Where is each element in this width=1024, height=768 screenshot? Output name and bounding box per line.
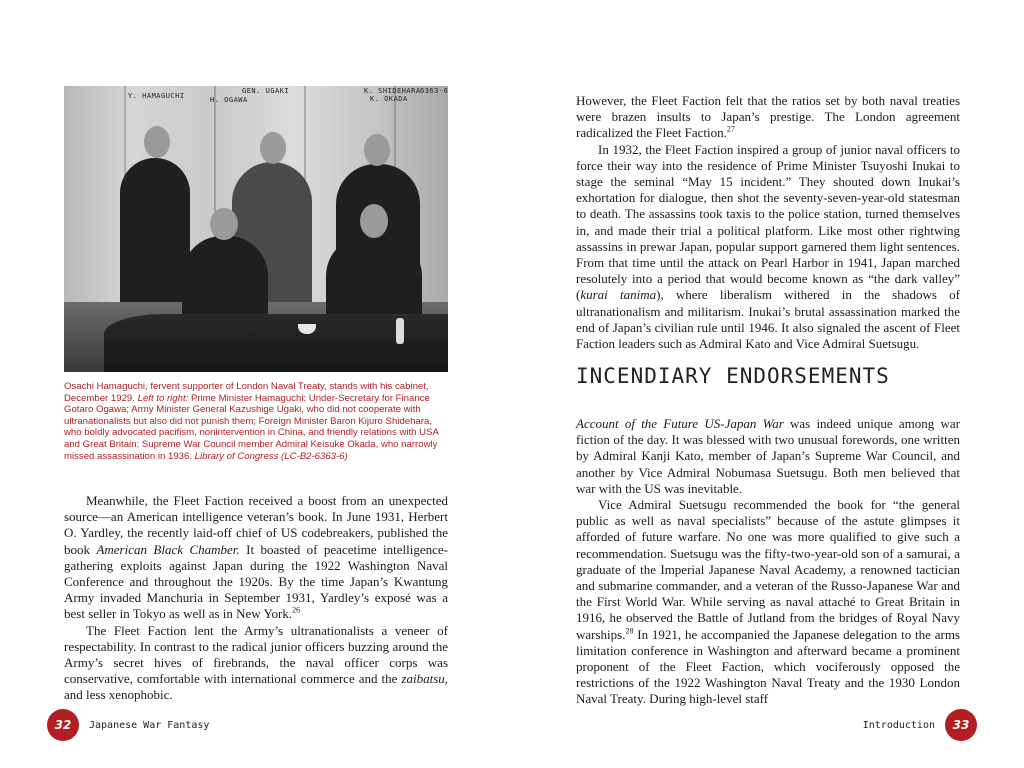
head-hamaguchi	[144, 126, 170, 158]
paragraph	[576, 142, 960, 353]
photo-label-okada: K. OKADA	[370, 95, 408, 103]
book-title: American Black Chamber.	[96, 541, 240, 557]
caption-credit: Library of Congress (LC-B2-6363-6)	[194, 450, 348, 462]
head-okada	[364, 134, 390, 166]
caption-body: Prime Minister Hamaguchi; Under-Secretary for Finance Gotaro Ogawa; Army Minister General Kazushige Ugaki, who did not cooperate with ultranationalists but also did not punish them; Foreign Minister Baron Kijuro Shidehara, who boldly advocated pacifism, nonintervention in China, and friendly relations with USA and Great Britain; Supreme War Council member Admiral Keisuke Okada, who narrowly missed assassination in 1936.	[64, 392, 439, 462]
footnote-marker: 26	[292, 606, 301, 616]
left-body-text	[64, 493, 448, 704]
right-folio	[863, 709, 977, 741]
paragraph	[576, 93, 960, 142]
left-folio	[47, 709, 209, 741]
footnote-marker: 28	[625, 626, 634, 636]
paragraph	[576, 497, 960, 708]
paragraph	[64, 493, 448, 623]
text-run: Vice Admiral Suetsugu recommended the book for “the general public as well as naval specialists” because of the astute glimpses it afforded of future warfare. No one was more qualified to give such a recommendation. Suetsugu was the fifty-two-year-old son of a samurai, a graduate of the Imperial Japanese Naval Academy, a renowned tactician and submarine commander, and a veteran of the Russo-Japanese War and the First World War. While serving as naval attaché to Great Britain in 1916, he observed the Battle of Jutland from the bridges of Royal Navy warships.	[576, 497, 960, 642]
head-shidehara	[360, 204, 388, 238]
text-run: It boasted of peacetime intelligence-gathering exploits against Japan during the 1922 Washington Naval Conference and throughout the 1920s. By the time Japan’s Kwantung Army invaded Manchuria in September 1931, Yardley’s exposé was a best seller in Tokyo as well as in New York.	[64, 541, 449, 622]
vase	[396, 318, 404, 344]
caption-ltr-label: Left to right:	[137, 392, 189, 404]
text-run: , and less xenophobic.	[64, 671, 448, 703]
running-head: Introduction	[862, 719, 935, 731]
head-ugaki	[260, 132, 286, 164]
photo-label-ogawa: H. OGAWA	[210, 96, 248, 104]
text-run: However, the Fleet Faction felt that the ratios set by both naval treaties were brazen insults to Japan’s prestige. The London agreement radicalized the Fleet Faction.	[576, 93, 960, 141]
photo-caption	[64, 381, 448, 462]
footnote-marker: 27	[726, 125, 735, 135]
book-title: Account of the Future US-Japan War	[576, 416, 784, 431]
foreign-term: zaibatsu	[401, 671, 445, 687]
photo-label-hamaguchi: Y. HAMAGUCHI	[128, 92, 185, 100]
text-run: In 1921, he accompanied the Japanese delegation to the arms limitation conference in Washington and afterward became a prominent proponent of the Fleet Faction, which vociferously opposed the restrictions of the 1922 Washington Naval Treaty and the 1930 London Naval Treaty. During high-level staff	[576, 626, 960, 707]
cabinet-photograph	[64, 86, 448, 372]
text-run: ), where liberalism withered in the shadows of ultranationalism and militarism. Inukai’s brutal assassination marked the end of Japan’s civilian rule until 1946. It also signaled the ascent of Fleet Faction leaders such as Admiral Kato and Vice Admiral Suetsugu.	[576, 287, 960, 352]
photo-label-ugaki: GEN. UGAKI	[242, 87, 290, 95]
paragraph	[64, 623, 448, 704]
running-head: Japanese War Fantasy	[89, 719, 210, 731]
head-ogawa	[210, 208, 238, 240]
caption-lead: Osachi Hamaguchi, fervent supporter of London Naval Treaty, stands with his cabinet, December 1929.	[64, 381, 429, 404]
photo-label-negative-number: 6363-6	[420, 87, 448, 95]
section-heading: INCENDIARY ENDORSEMENTS	[576, 364, 890, 388]
photo-label-shidehara: K. SHIDEHARA	[364, 87, 421, 95]
page-number-badge: 33	[945, 709, 977, 741]
paragraph	[576, 416, 960, 497]
text-run: In 1932, the Fleet Faction inspired a group of junior naval officers to force their way into the residence of Prime Minister Tsuyoshi Inukai to stage the seminal “May 15 incident.” They shouted down Inukai’s exhortation for dialogue, then shot the seventy-seven-year-old statesman to death. The assassins took taxis to the police station, turned themselves in, and made their trial a political platform. Like most other rightwing assassins in prewar Japan, popular support garnered them light sentences. From that time until the attack on Pearl Harbor in 1941, Japan marched resolutely into a period that would become known as “the dark valley” (	[576, 141, 960, 303]
right-body-text-top	[576, 93, 960, 352]
text-run: The Fleet Faction lent the Army’s ultranationalists a veneer of respectability. In contrast to the radical junior officers buzzing around the Army’s secret hives of firebrands, the naval officer corps was conservative, comfortable with international commerce and the	[64, 622, 448, 687]
right-body-text-bottom	[576, 416, 960, 708]
text-run: was indeed unique among war fiction of the day. It was blessed with two unusual forewords, one written by Admiral Kanji Kato, member of Japan’s Supreme War Council, and another by Vice Admiral Nobumasa Suetsugu. Both men believed that war with the US was inevitable.	[576, 416, 961, 496]
page-number-badge: 32	[47, 709, 79, 741]
text-run: Meanwhile, the Fleet Faction received a boost from an unexpected source—an American intelligence veteran’s book. In June 1931, Herbert O. Yardley, the recently laid-off chief of US codebreakers, published the book	[64, 493, 448, 557]
right-page	[512, 0, 1024, 768]
foreign-term: kurai tanima	[580, 287, 657, 303]
